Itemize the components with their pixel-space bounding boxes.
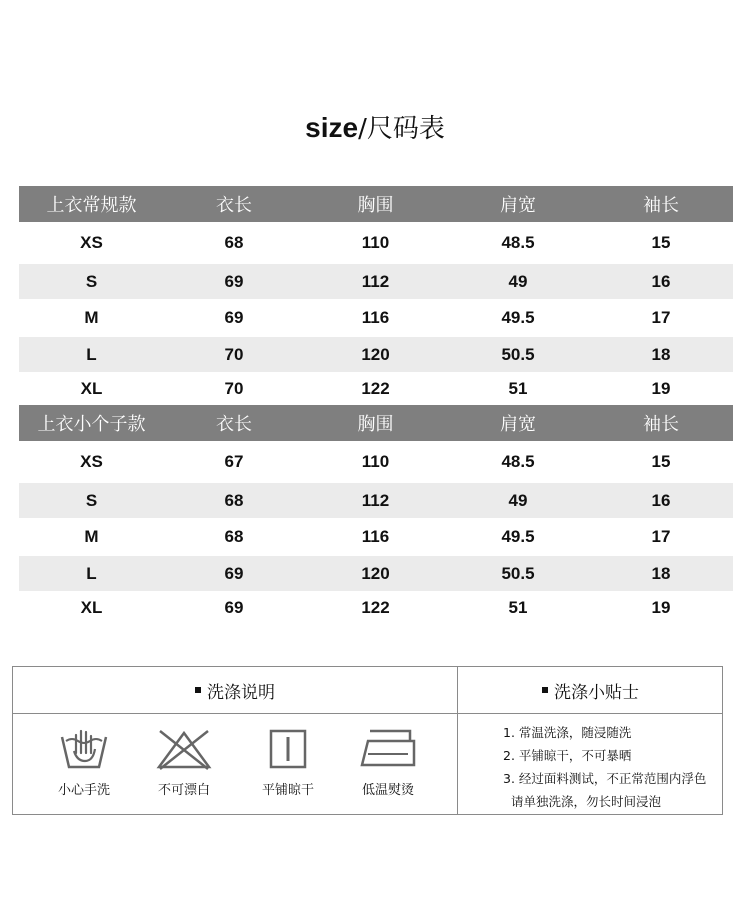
- length-cell: 68: [224, 233, 244, 252]
- care-divider-horizontal: [13, 713, 722, 714]
- size-cell: S: [85, 490, 98, 510]
- chest-cell: 110: [361, 233, 390, 252]
- header-length: 衣长: [216, 195, 252, 216]
- care-panel: [12, 666, 723, 815]
- table-header: [19, 186, 733, 222]
- shoulder-cell: 51: [508, 379, 528, 398]
- sleeve-cell: 18: [651, 344, 671, 364]
- sleeve-cell: 19: [651, 379, 671, 398]
- sleeve-cell: 17: [651, 527, 671, 546]
- title-en: size: [305, 112, 359, 143]
- header-style: 上衣小个子款: [37, 414, 146, 435]
- hand-wash-icon: [57, 727, 111, 771]
- shoulder-cell: 49: [508, 490, 528, 510]
- tip-item: 2. 平铺晾干，不可暴晒: [503, 748, 632, 763]
- size-cell: XL: [80, 379, 103, 398]
- sleeve-cell: 18: [651, 563, 671, 583]
- care-item-low-iron: [343, 727, 433, 798]
- care-item-hand-wash: [39, 727, 129, 798]
- wash-instructions-heading: 洗涤说明: [13, 667, 457, 713]
- shoulder-cell: 50.5: [501, 344, 535, 364]
- size-cell: XS: [80, 452, 103, 471]
- size-cell: XS: [80, 233, 103, 252]
- table-row: [19, 441, 733, 483]
- size-cell: L: [86, 563, 97, 583]
- header-style: 上衣常规款: [46, 195, 137, 216]
- no-bleach-icon: [155, 727, 213, 771]
- header-shoulder: 肩宽: [500, 195, 536, 216]
- shoulder-cell: 48.5: [501, 452, 535, 471]
- chest-cell: 116: [361, 308, 390, 327]
- length-cell: 70: [224, 344, 244, 364]
- length-cell: 68: [224, 527, 244, 546]
- shoulder-cell: 50.5: [501, 563, 535, 583]
- shoulder-cell: 48.5: [501, 233, 535, 252]
- page-title: [0, 108, 750, 145]
- care-item-dry-flat: [243, 727, 333, 798]
- sleeve-cell: 17: [651, 308, 671, 327]
- length-cell: 69: [224, 598, 244, 617]
- shoulder-cell: 51: [508, 598, 528, 617]
- dry-flat-icon: [266, 727, 310, 771]
- size-cell: M: [84, 527, 99, 546]
- wash-tips-heading: 洗涤小贴士: [458, 667, 723, 713]
- chest-cell: 116: [361, 527, 390, 546]
- chest-cell: 112: [361, 490, 390, 510]
- length-cell: 69: [224, 308, 244, 327]
- chest-cell: 110: [361, 452, 390, 471]
- table-row: [19, 518, 733, 556]
- bullet-icon: [542, 687, 548, 693]
- care-item-no-bleach: [139, 727, 229, 798]
- tip-item: 1. 常温洗涤，随浸随洗: [503, 725, 632, 740]
- size-cell: S: [85, 271, 98, 291]
- table-row: [19, 337, 733, 372]
- table-row: [19, 299, 733, 337]
- length-cell: 67: [224, 452, 244, 471]
- sleeve-cell: 16: [651, 490, 671, 510]
- header-chest: 胸围: [357, 195, 394, 216]
- chest-cell: 120: [361, 563, 390, 583]
- table-row: [19, 264, 733, 299]
- length-cell: 70: [224, 379, 244, 398]
- shoulder-cell: 49: [508, 271, 528, 291]
- size-cell: M: [84, 308, 99, 327]
- tip-item: 3. 经过面料测试，不正常范围内浮色: [503, 771, 707, 786]
- title-separator: /: [358, 114, 367, 144]
- chest-cell: 112: [361, 271, 390, 291]
- header-sleeve: 袖长: [643, 414, 679, 435]
- sleeve-cell: 15: [651, 452, 671, 471]
- chest-cell: 120: [361, 344, 390, 364]
- size-table-petite: [19, 405, 733, 625]
- low-iron-icon: [358, 727, 418, 771]
- size-cell: L: [86, 344, 97, 364]
- header-length: 衣长: [216, 414, 252, 435]
- header-sleeve: 袖长: [643, 195, 679, 216]
- table-header: [19, 405, 733, 441]
- wash-tips-list: [503, 721, 706, 813]
- title-cn: 尺码表: [366, 114, 445, 144]
- care-label: 低温熨烫: [361, 783, 414, 798]
- bullet-icon: [195, 687, 201, 693]
- table-row: [19, 483, 733, 518]
- table-row: [19, 222, 733, 264]
- care-label: 不可漂白: [157, 783, 210, 798]
- tip-item: 请单独洗涤，勿长时间浸泡: [511, 794, 662, 809]
- sleeve-cell: 19: [651, 598, 671, 617]
- table-row: [19, 556, 733, 591]
- chest-cell: 122: [361, 598, 390, 617]
- header-shoulder: 肩宽: [500, 414, 536, 435]
- chest-cell: 122: [361, 379, 390, 398]
- care-label: 小心手洗: [57, 783, 110, 798]
- table-row: [19, 591, 733, 625]
- sleeve-cell: 15: [651, 233, 671, 252]
- length-cell: 69: [224, 271, 244, 291]
- length-cell: 69: [224, 563, 244, 583]
- table-row: [19, 372, 733, 406]
- size-table-regular: [19, 186, 733, 406]
- shoulder-cell: 49.5: [501, 308, 535, 327]
- header-chest: 胸围: [357, 414, 394, 435]
- shoulder-cell: 49.5: [501, 527, 535, 546]
- sleeve-cell: 16: [651, 271, 671, 291]
- size-cell: XL: [80, 598, 103, 617]
- length-cell: 68: [224, 490, 244, 510]
- care-label: 平铺晾干: [261, 783, 314, 798]
